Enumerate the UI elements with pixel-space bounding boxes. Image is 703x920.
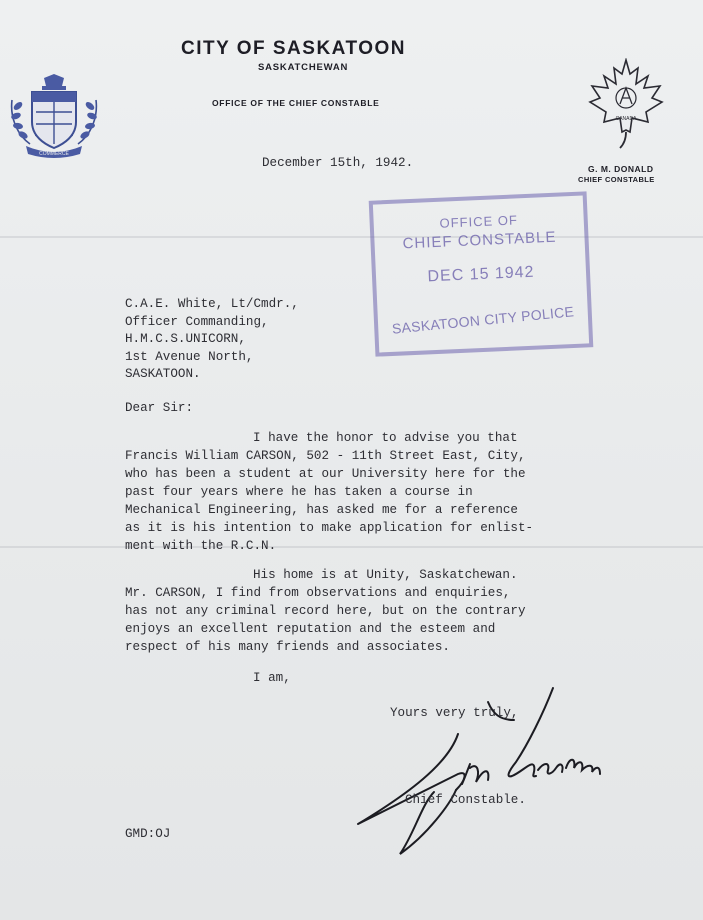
body-line: Mechanical Engineering, has asked me for a reference <box>125 503 518 517</box>
chief-title: CHIEF CONSTABLE <box>578 175 655 184</box>
recipient-line: 1st Avenue North, <box>125 350 254 364</box>
body-line: respect of his many friends and associates. <box>125 640 450 654</box>
body-line: has not any criminal record here, but on the contrary <box>125 604 526 618</box>
body-line: I have the honor to advise you that <box>253 431 518 445</box>
province-heading: SASKATCHEWAN <box>258 62 349 73</box>
city-heading: CITY OF SASKATOON <box>181 38 407 59</box>
stamp-line-police: SASKATOON CITY POLICE <box>391 303 575 337</box>
stamp-line-office: OFFICE OF <box>439 212 519 231</box>
body-line: past four years where he has taken a course in <box>125 485 473 499</box>
handwritten-signature <box>338 684 618 864</box>
fold-line-top <box>0 236 703 238</box>
svg-text:COMMERCE: COMMERCE <box>39 151 69 157</box>
body-line: Mr. CARSON, I find from observations and enquiries, <box>125 586 511 600</box>
received-stamp <box>369 191 594 356</box>
recipient-line: Officer Commanding, <box>125 315 269 329</box>
recipient-line: SASKATOON. <box>125 367 201 381</box>
body-line: His home is at Unity, Saskatchewan. <box>253 568 518 582</box>
body-line: enjoys an excellent reputation and the esteem and <box>125 622 496 636</box>
chief-name: G. M. DONALD <box>588 164 654 174</box>
maple-leaf-badge-icon <box>586 58 666 150</box>
signature-title: Chief Constable. <box>405 793 526 807</box>
stamp-line-chief: CHIEF CONSTABLE <box>402 228 557 253</box>
body-line: who has been a student at our University here for the <box>125 467 526 481</box>
city-crest-icon <box>6 72 102 160</box>
recipient-line: H.M.C.S.UNICORN, <box>125 332 246 346</box>
letter-date: December 15th, 1942. <box>262 156 414 170</box>
svg-text:CANADA: CANADA <box>615 116 637 122</box>
stamp-date: DEC 15 1942 <box>427 263 535 286</box>
recipient-line: C.A.E. White, Lt/Cmdr., <box>125 297 299 311</box>
body-line: ment with the R.C.N. <box>125 539 277 553</box>
office-heading: OFFICE OF THE CHIEF CONSTABLE <box>212 98 380 108</box>
reference-initials: GMD:OJ <box>125 827 171 841</box>
body-line: Francis William CARSON, 502 - 11th Street East, City, <box>125 449 526 463</box>
i-am-line: I am, <box>253 671 291 685</box>
body-line: as it is his intention to make application for enlist- <box>125 521 534 535</box>
fold-line-bottom <box>0 546 703 548</box>
closing-line: Yours very truly, <box>390 706 519 720</box>
salutation: Dear Sir: <box>125 401 194 415</box>
